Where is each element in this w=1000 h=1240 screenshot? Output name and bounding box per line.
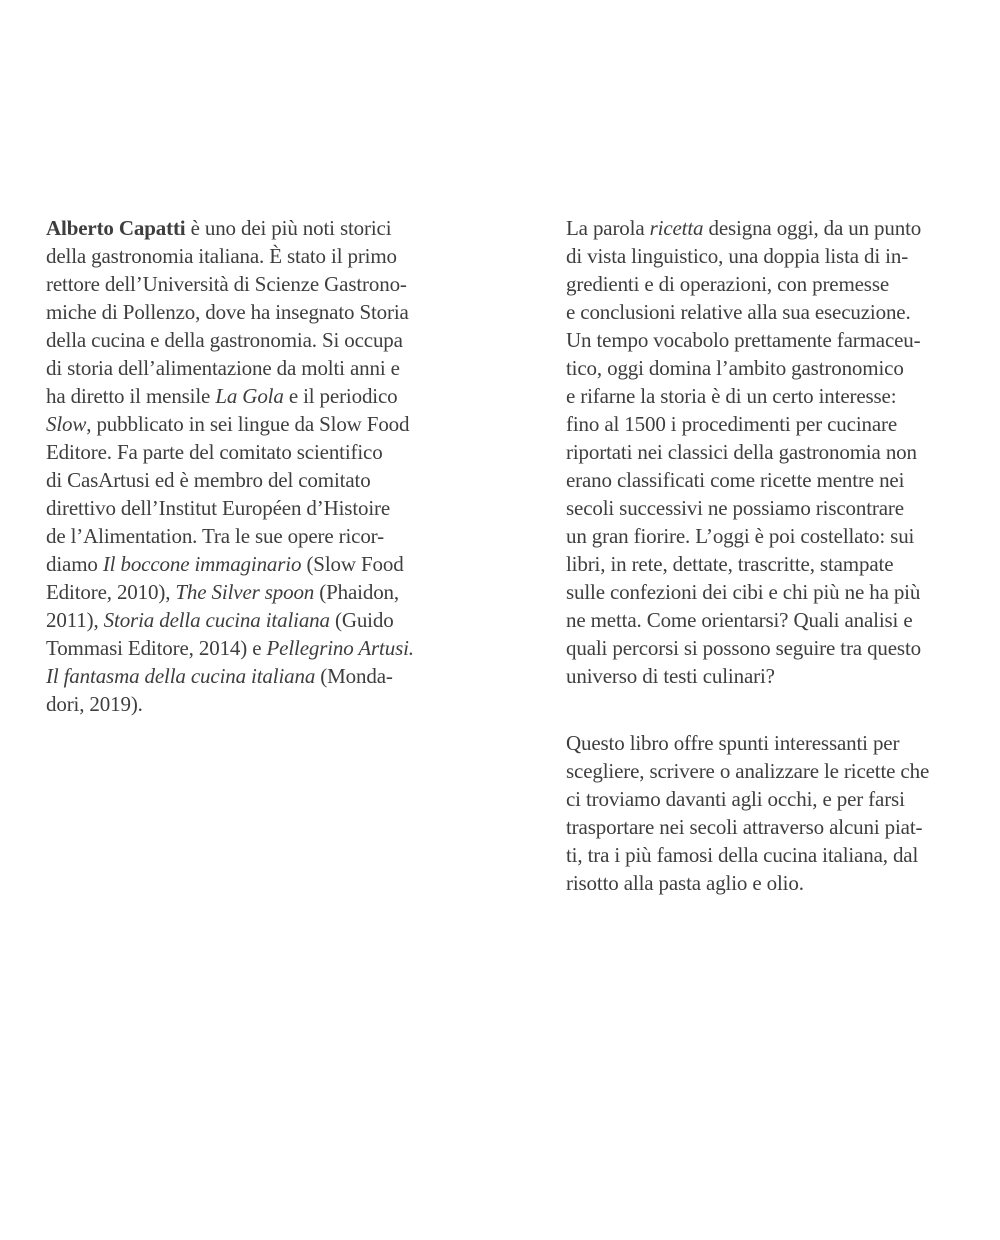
plain-text: Editore, 2010), [46,580,176,604]
text-line [566,326,991,354]
bold-text: Alberto Capatti [46,216,186,240]
plain-text: trasportare nei secoli attraverso alcuni piat- [566,815,923,839]
italic-text: Slow [46,412,87,436]
plain-text: miche di Pollenzo, dove ha insegnato Storia [46,300,409,324]
text-line [566,410,991,438]
plain-text: sulle confezioni dei cibi e chi più ne ha più [566,580,921,604]
italic-text: Pellegrino Artusi. [266,636,414,660]
text-line [46,298,481,326]
text-line [46,354,481,382]
text-line [566,869,991,897]
plain-text: ha diretto il mensile [46,384,216,408]
plain-text: (Phaidon, [314,580,399,604]
paragraph [566,214,991,690]
plain-text: erano classificati come ricette mentre nei [566,468,905,492]
plain-text: Un tempo vocabolo prettamente farmaceu- [566,328,921,352]
text-line [46,662,481,690]
text-line [566,662,991,690]
text-line [566,634,991,662]
plain-text: ci troviamo davanti agli occhi, e per farsi [566,787,905,811]
plain-text: Editore. Fa parte del comitato scientifico [46,440,383,464]
italic-text: Il fantasma della cucina italiana [46,664,316,688]
text-line [46,326,481,354]
plain-text: un gran fiorire. L’oggi è poi costellato: sui [566,524,915,548]
italic-text: La Gola [215,384,284,408]
plain-text: è uno dei più noti storici [185,216,392,240]
text-line [46,382,481,410]
text-line [566,813,991,841]
plain-text: , pubblicato in sei lingue da Slow Food [86,412,410,436]
text-line [566,382,991,410]
author-bio-column [46,214,481,718]
text-line [46,690,481,718]
plain-text: ne metta. Come orientarsi? Quali analisi e [566,608,913,632]
text-line [46,522,481,550]
text-line [566,578,991,606]
plain-text: universo di testi culinari? [566,664,775,688]
text-line [46,606,481,634]
plain-text: libri, in rete, dettate, trascritte, stampate [566,552,894,576]
text-line [566,298,991,326]
plain-text: (Monda- [315,664,393,688]
plain-text: tico, oggi domina l’ambito gastronomico [566,356,904,380]
plain-text: 2011), [46,608,104,632]
plain-text: dori, 2019). [46,692,143,716]
italic-text: Storia della cucina italiana [103,608,330,632]
text-line [46,438,481,466]
text-line [46,242,481,270]
text-line [566,494,991,522]
plain-text: diamo [46,552,103,576]
text-line [46,494,481,522]
text-line [46,634,481,662]
plain-text: della gastronomia italiana. È stato il primo [46,244,397,268]
text-line [566,550,991,578]
text-line [566,242,991,270]
plain-text: di CasArtusi ed è membro del comitato [46,468,371,492]
plain-text: La parola [566,216,650,240]
text-line [566,438,991,466]
plain-text: secoli successivi ne possiamo riscontrare [566,496,904,520]
text-line [46,270,481,298]
plain-text: Tommasi Editore, 2014) e [46,636,267,660]
plain-text: (Slow Food [301,552,404,576]
plain-text: della cucina e della gastronomia. Si occupa [46,328,403,352]
plain-text: di storia dell’alimentazione da molti anni e [46,356,400,380]
paragraph [566,729,991,897]
text-line [46,214,481,242]
text-line [566,729,991,757]
text-line [566,606,991,634]
text-line [566,785,991,813]
plain-text: di vista linguistico, una doppia lista di in- [566,244,909,268]
plain-text: (Guido [329,608,394,632]
plain-text: fino al 1500 i procedimenti per cucinare [566,412,898,436]
plain-text: ti, tra i più famosi della cucina italiana, dal [566,843,919,867]
italic-text: Il boccone immaginario [102,552,302,576]
plain-text: riportati nei classici della gastronomia non [566,440,917,464]
plain-text: e il periodico [283,384,398,408]
plain-text: de l’Alimentation. Tra le sue opere ricor- [46,524,384,548]
text-line [46,550,481,578]
plain-text: risotto alla pasta aglio e olio. [566,871,804,895]
plain-text: gredienti e di operazioni, con premesse [566,272,890,296]
text-line [566,841,991,869]
plain-text: e rifarne la storia è di un certo interesse: [566,384,897,408]
plain-text: Questo libro offre spunti interessanti per [566,731,900,755]
text-line [46,466,481,494]
italic-text: The Silver spoon [175,580,315,604]
italic-text: ricetta [649,216,704,240]
paragraph [46,214,481,718]
text-line [566,270,991,298]
text-line [46,410,481,438]
text-line [566,214,991,242]
text-line [566,354,991,382]
book-description-column [566,214,991,897]
plain-text: designa oggi, da un punto [703,216,922,240]
text-line [566,522,991,550]
plain-text: rettore dell’Università di Scienze Gastrono- [46,272,407,296]
plain-text: quali percorsi si possono seguire tra questo [566,636,921,660]
plain-text: e conclusioni relative alla sua esecuzione. [566,300,911,324]
text-line [566,466,991,494]
plain-text: direttivo dell’Institut Européen d’Histoire [46,496,391,520]
text-line [566,757,991,785]
plain-text: scegliere, scrivere o analizzare le ricette che [566,759,930,783]
text-line [46,578,481,606]
